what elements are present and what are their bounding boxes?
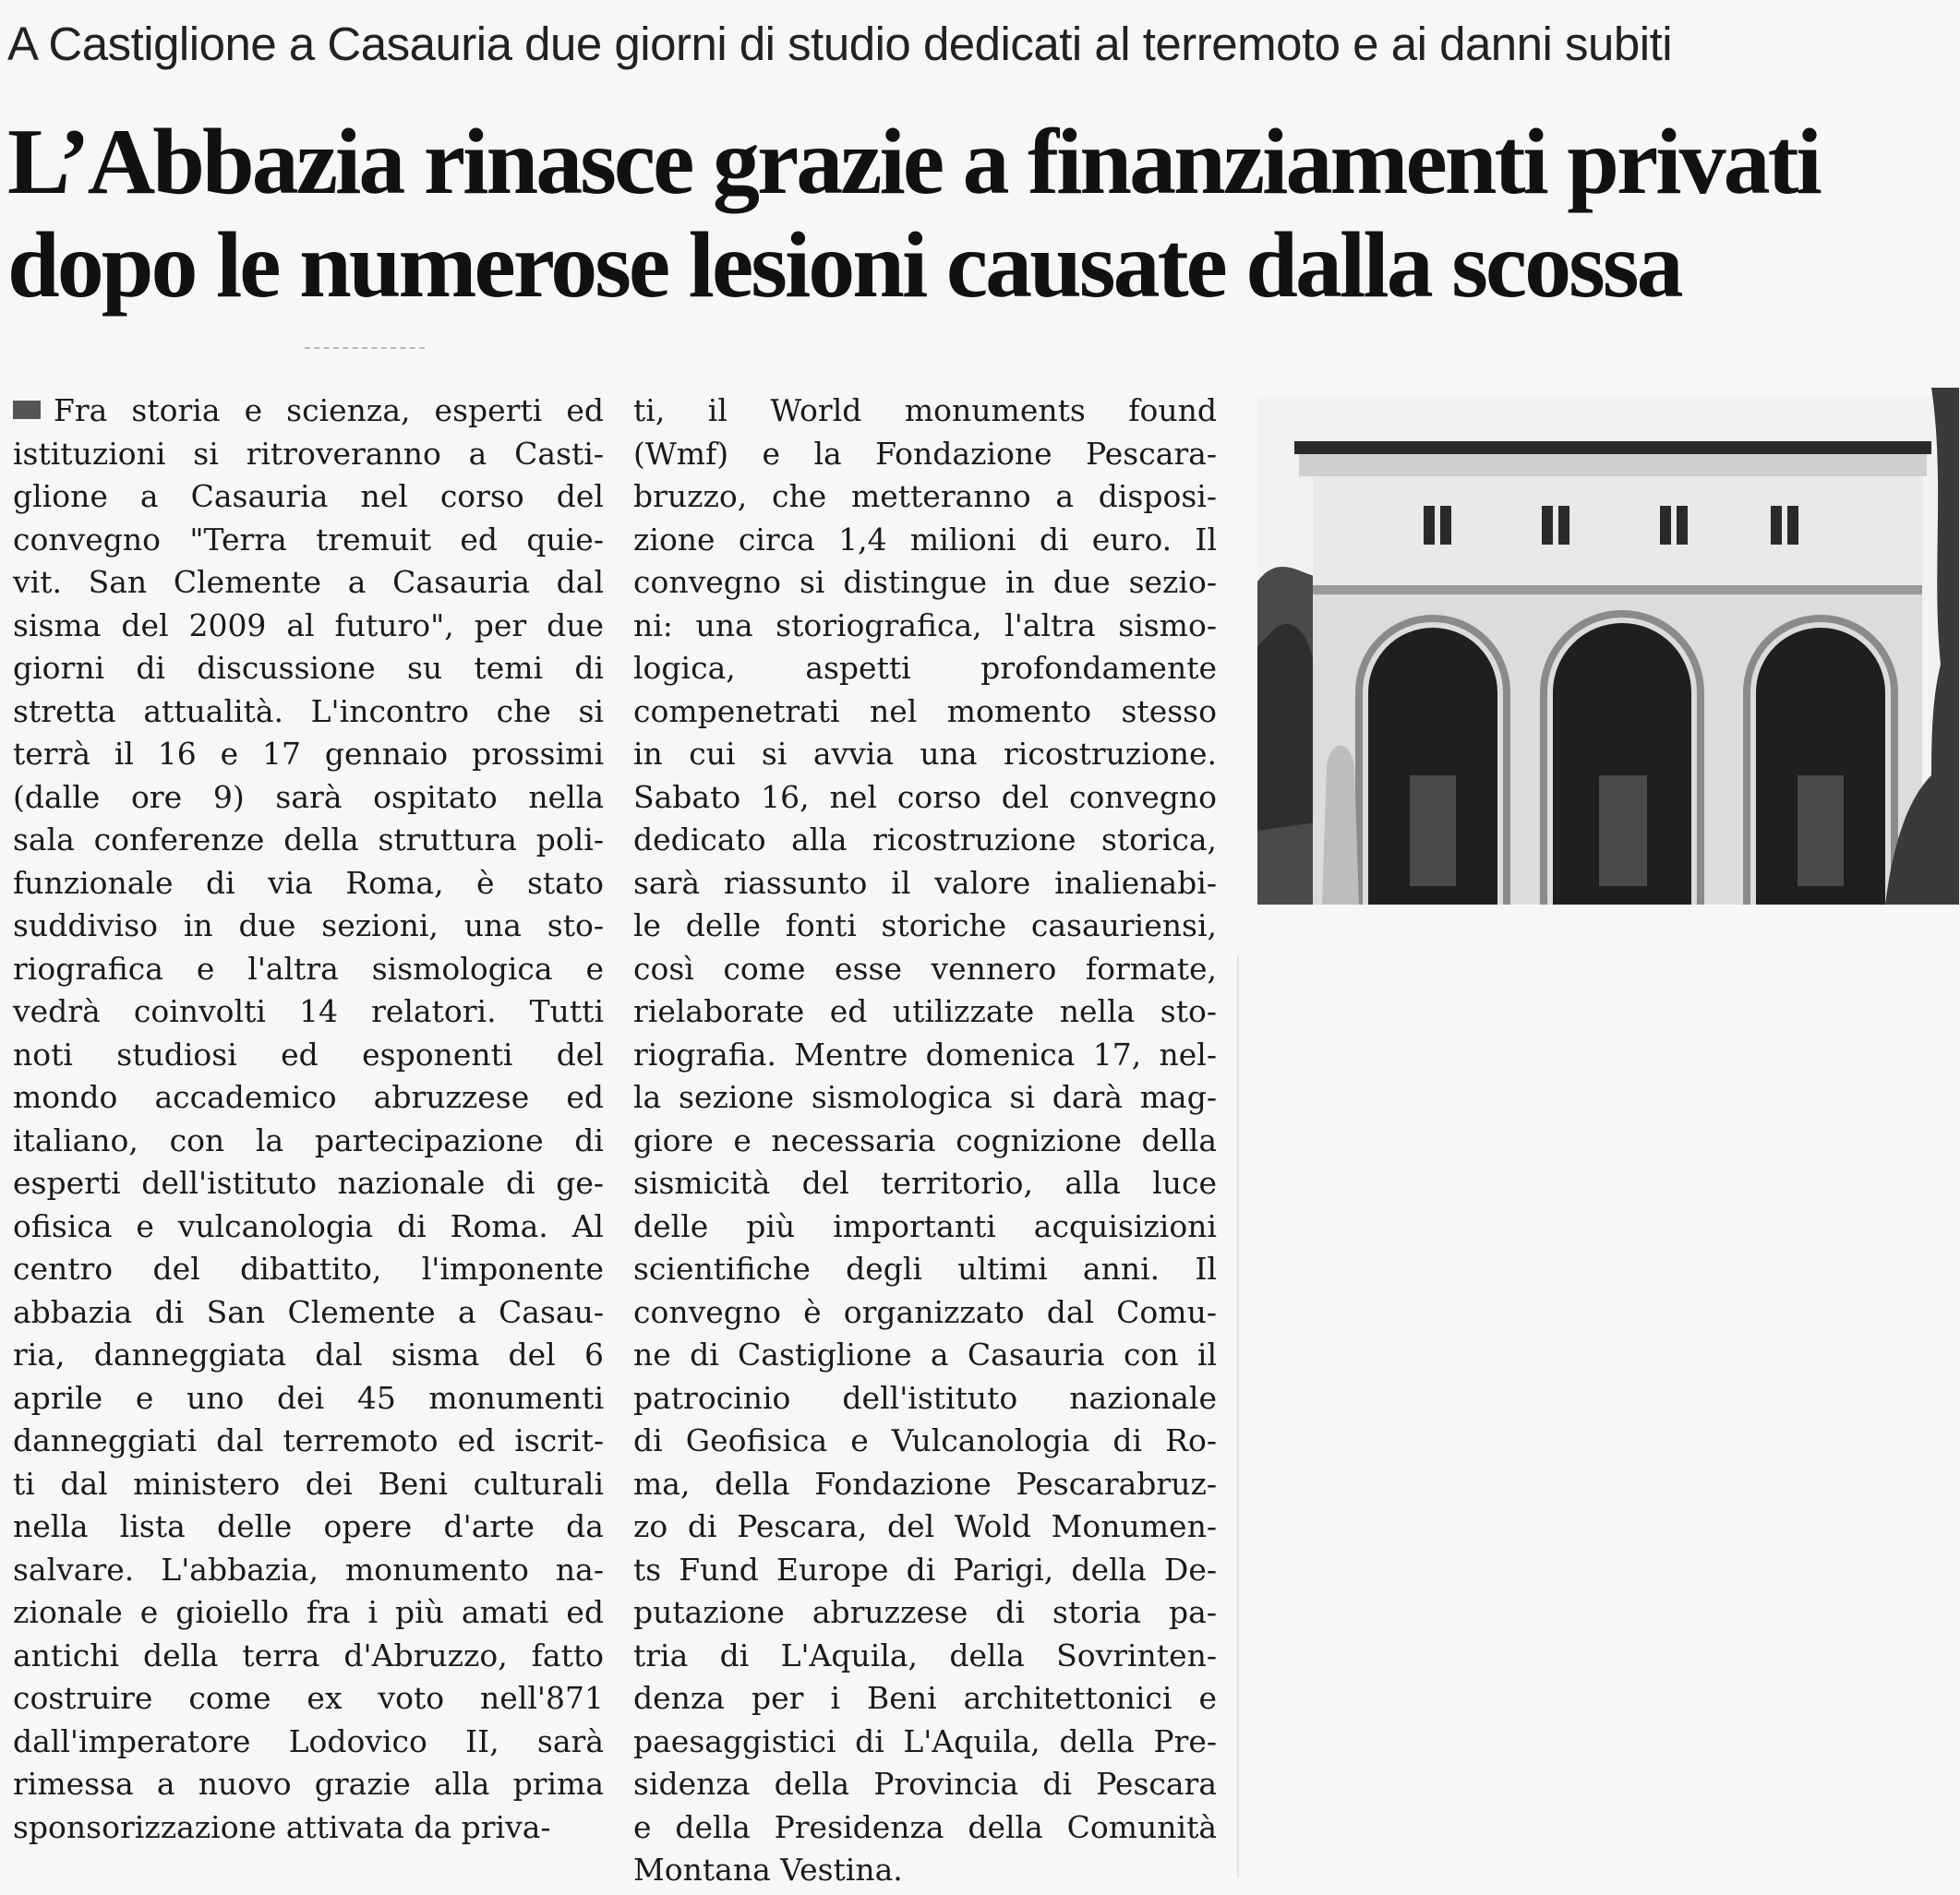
paragraph-bullet-icon [13,401,41,419]
text-line-content: antichi della terra d'Abruzzo, fatto [13,1637,604,1673]
text-line [633,1549,1217,1592]
text-line [633,1291,1217,1335]
text-line-content: zionale e gioiello fra i più amati ed [13,1594,604,1630]
text-line-content: ofisica e vulcanologia di Roma. Al [13,1207,604,1244]
text-line [13,1205,604,1249]
column-divider [1237,955,1239,1878]
text-line-content: dedicato alla ricostruzione storica, [633,822,1217,858]
text-line-content: centro del dibattito, l'imponente [13,1251,604,1287]
text-line [633,1505,1217,1549]
text-line [633,690,1217,734]
text-line-content: zione circa 1,4 milioni di euro. Il [633,521,1217,558]
text-line-content: Fra storia e scienza, esperti ed [54,392,604,428]
text-line [633,1334,1217,1377]
text-line [633,1034,1217,1077]
text-line [13,1120,604,1163]
text-line-content: scientifiche degli ultimi anni. Il [633,1251,1217,1287]
text-line-content: zo di Pescara, del Wold Monumen- [633,1508,1217,1544]
text-line-content: rimessa a nuovo grazie alla prima [13,1766,604,1802]
text-line [13,733,604,776]
text-line-content: terrà il 16 e 17 gennaio prossimi [13,736,604,772]
text-line [13,1248,604,1291]
text-line-content: e della Presidenza della Comunità [633,1808,1217,1845]
text-line-content: vedrà coinvolti 14 relatori. Tutti [13,993,604,1029]
text-line-content: ni: una storiografica, l'altra sismo- [633,606,1217,643]
text-line-content: Sabato 16, nel corso del convegno [633,778,1217,815]
text-line [633,475,1217,519]
text-line [13,1721,604,1764]
article-column-2 [633,390,1217,1892]
text-line-content: riografica e l'altra sismologica e [13,950,604,987]
text-line-content: Montana Vestina. [633,1852,903,1888]
text-line [13,647,604,690]
text-line [13,1677,604,1721]
text-line [633,605,1217,648]
text-line-content: di Geofisica e Vulcanologia di Ro- [633,1422,1217,1458]
text-line-content: sisma del 2009 al futuro", per due [13,606,604,643]
text-line [13,905,604,948]
text-line-content: tria di L'Aquila, della Sovrinten- [633,1637,1217,1673]
text-line-content: ti dal ministero dei Beni culturali [13,1465,604,1502]
text-line [13,1505,604,1549]
text-line-content: stretta attualità. L'incontro che si [13,692,604,729]
text-line [13,1034,604,1077]
text-line-content: suddiviso in due sezioni, una sto- [13,907,604,943]
text-line-content: noti studiosi ed esponenti del [13,1036,604,1073]
text-line-content: mondo accademico abruzzese ed [13,1079,604,1115]
article-column-1 [13,390,604,1849]
text-line-content: la sezione sismologica si darà mag- [633,1079,1217,1115]
text-line-content: ne di Castiglione a Casauria con il [633,1337,1217,1373]
text-line [13,1806,604,1850]
text-line-content: funzionale di via Roma, è stato [13,864,604,901]
text-line-content: (dalle ore 9) sarà ospitato nella [13,778,604,815]
text-line [13,1463,604,1506]
text-line [633,1205,1217,1249]
text-line [633,519,1217,562]
text-line-content: le delle fonti storiche casauriensi, [633,907,1217,943]
text-line-content: ma, della Fondazione Pescarabruz- [633,1465,1217,1502]
text-line-content: aprile e uno dei 45 monumenti [13,1379,604,1416]
text-line-content: esperti dell'istituto nazionale di ge- [13,1165,604,1201]
text-line-content: putazione abruzzese di storia pa- [633,1594,1217,1630]
text-line-content: convegno è organizzato dal Comu- [633,1293,1217,1330]
text-line [633,647,1217,690]
text-line [633,561,1217,605]
text-line-content: in cui si avvia una ricostruzione. [633,736,1217,772]
text-line-content: bruzzo, che metteranno a disposi- [633,478,1217,514]
text-line [13,1076,604,1120]
text-line [633,433,1217,476]
text-line-content: sarà riassunto il valore inalienabi- [633,864,1217,901]
text-line [633,1849,1217,1892]
text-line-content: così come esse vennero formate, [633,950,1217,987]
text-line [633,1763,1217,1806]
text-line [13,1420,604,1463]
text-line-content: costruire come ex voto nell'871 [13,1680,604,1716]
text-line-content: sidenza della Provincia di Pescara [633,1766,1217,1802]
text-line-content: abbazia di San Clemente a Casau- [13,1293,604,1330]
text-line [13,1635,604,1678]
text-line [633,862,1217,906]
text-line-content: logica, aspetti profondamente [633,650,1217,686]
text-line-content: salvare. L'abbazia, monumento na- [13,1551,604,1588]
text-line [633,948,1217,991]
text-line-content: paesaggistici di L'Aquila, della Pre- [633,1722,1217,1759]
text-line [13,819,604,862]
text-line-content: italiano, con la partecipazione di [13,1121,604,1158]
text-line [633,1076,1217,1120]
text-line [633,1677,1217,1721]
text-line-content: sala conferenze della struttura poli- [13,822,604,858]
text-line [633,1162,1217,1205]
text-line [633,1463,1217,1506]
text-line [633,1721,1217,1764]
text-line-content: giore e necessaria cognizione della [633,1121,1217,1158]
text-line [633,1591,1217,1635]
text-line-content: glione a Casauria nel corso del [13,478,604,514]
text-line [633,390,1217,433]
text-line-content: compenetrati nel momento stesso [633,692,1217,729]
text-line [13,776,604,820]
abbey-facade-icon [1257,388,1959,905]
text-line [13,1377,604,1421]
text-line-content: delle più importanti acquisizioni [633,1207,1217,1244]
text-line [633,1120,1217,1163]
text-line [13,948,604,991]
text-line-content: giorni di discussione su temi di [13,650,604,686]
text-line [13,990,604,1034]
text-line [13,1549,604,1592]
text-line-content: sismicità del territorio, alla luce [633,1165,1217,1201]
abbey-photo [1257,388,1959,905]
text-line-content: sponsorizzazione attivata da priva- [13,1808,551,1845]
text-line [13,433,604,476]
text-line-content: riografia. Mentre domenica 17, nel- [633,1036,1217,1073]
headline-underline-mark [305,347,425,349]
headline-line-2: dopo le numerose lesioni causate dalla scossa [7,213,1681,318]
text-line-content: ts Fund Europe di Parigi, della De- [633,1551,1217,1588]
text-line-content: rielaborate ed utilizzate nella sto- [633,993,1217,1029]
text-line [13,605,604,648]
text-line [633,1377,1217,1421]
text-line [13,1591,604,1635]
text-line-content: istituzioni si ritroveranno a Casti- [13,435,604,472]
text-line-content: denza per i Beni architettonici e [633,1680,1217,1716]
text-line-content: ria, danneggiata dal sisma del 6 [13,1337,604,1373]
text-line [633,1420,1217,1463]
text-line-content: dall'imperatore Lodovico II, sarà [13,1722,604,1759]
text-line-content: vit. San Clemente a Casauria dal [13,564,604,600]
text-line [13,561,604,605]
text-line-content: danneggiati dal terremoto ed iscrit- [13,1422,604,1458]
text-line-content: convegno si distingue in due sezio- [633,564,1217,600]
text-line-content: convegno "Terra tremuit ed quie- [13,521,604,558]
text-line [13,1334,604,1377]
headline-line-1: L’Abbazia rinasce grazie a finanziamenti privati [7,110,1820,214]
article-kicker: A Castiglione a Casauria due giorni di studio dedicati al terremoto e ai danni subiti [7,18,1673,70]
article-headline [7,111,1955,318]
text-line [633,1635,1217,1678]
text-line [633,1806,1217,1850]
text-line [633,733,1217,776]
text-line [13,1763,604,1806]
text-line-content: ti, il World monuments found [633,392,1217,428]
text-line-content: patrocinio dell'istituto nazionale [633,1379,1217,1416]
text-line [633,1248,1217,1291]
text-line-content: (Wmf) e la Fondazione Pescara- [633,435,1217,472]
text-line [13,475,604,519]
text-line [13,1291,604,1335]
text-line-content: nella lista delle opere d'arte da [13,1508,604,1544]
text-line [13,862,604,906]
text-line [13,690,604,734]
text-line [633,905,1217,948]
text-line [633,776,1217,820]
text-line [13,1162,604,1205]
text-line [633,990,1217,1034]
text-line [633,819,1217,862]
text-line [13,390,604,433]
text-line [13,519,604,562]
